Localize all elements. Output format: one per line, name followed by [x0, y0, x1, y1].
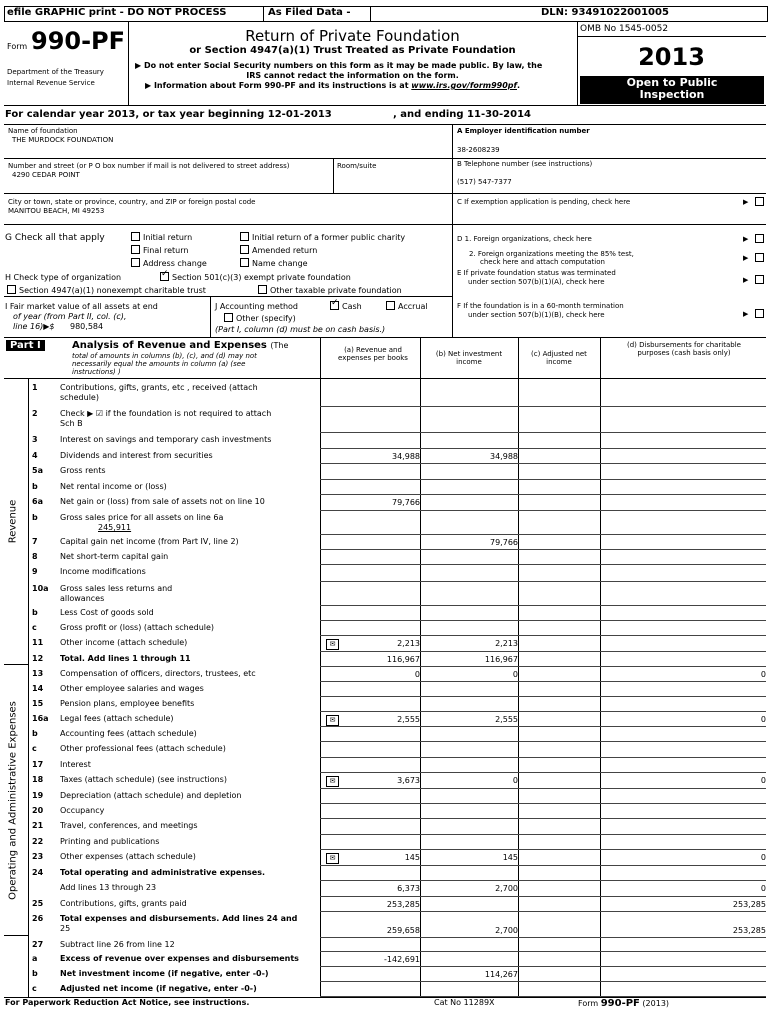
street-value: 4290 CEDAR POINT [12, 171, 80, 179]
line-number: 4 [32, 451, 38, 460]
accrual-checkbox[interactable] [386, 301, 395, 310]
instructions-link[interactable]: www.irs.gov/form990pf [411, 81, 518, 90]
line-label: Other expenses (attach schedule) [60, 852, 196, 861]
line-row [4, 773, 766, 789]
line-number: c [32, 744, 37, 753]
line-label: Add lines 13 through 23 [60, 883, 157, 892]
line-row [4, 652, 766, 667]
col-a-value: 116,967 [386, 655, 420, 664]
line-label-continued: 245,911 [98, 523, 132, 532]
initial-return-label: Initial return [143, 233, 193, 242]
side-revenue: Revenue [7, 499, 19, 544]
line-label: Gross sales less returns and [60, 584, 173, 593]
e-label-1: E If private foundation status was terminated [457, 269, 616, 277]
col-d-value: 0 [760, 776, 766, 785]
footer-cat: Cat No 11289X [434, 998, 495, 1007]
line-label: Net short-term capital gain [60, 552, 169, 561]
footer-form: Form 990-PF (2013) [578, 998, 670, 1009]
col-a-value: 253,285 [386, 900, 420, 909]
line-row [4, 850, 766, 866]
accrual-label: Accrual [398, 302, 428, 311]
col-b-value: 0 [512, 776, 518, 785]
fmv-value: 980,584 [70, 322, 104, 331]
street-label: Number and street (or P O box number if mail is not delivered to street address) [8, 162, 290, 170]
col-b-value: 0 [512, 670, 518, 679]
col-b-value: 2,700 [495, 884, 518, 893]
line-number: 14 [32, 684, 44, 693]
attachment-icon[interactable]: ✉ [326, 853, 339, 864]
line-number: 27 [32, 940, 44, 949]
line-row [4, 407, 766, 433]
h-501c3-label: Section 501(c)(3) exempt private foundation [172, 273, 351, 282]
col-d-value: 0 [760, 884, 766, 893]
line-row [4, 511, 766, 535]
d2-checkbox[interactable] [755, 253, 764, 262]
d2-label-2: check here and attach computation [480, 258, 605, 266]
line-row [4, 433, 766, 449]
line-row [4, 449, 766, 464]
line-number: 5a [32, 466, 43, 475]
form-number: 990-PF [31, 27, 126, 55]
col-d-value: 253,285 [732, 900, 766, 909]
line-label: Pension plans, employee benefits [60, 699, 195, 708]
line-label: Dividends and interest from securities [60, 451, 213, 460]
line-label: Check ▶ ☑ if the foundation is not required to attach [60, 409, 272, 418]
line-number: 15 [32, 699, 44, 708]
line-row [4, 742, 766, 758]
col-d-header: (d) Disbursements for charitable purposes (cash basis only) [627, 341, 741, 357]
line-row [4, 866, 766, 881]
f-label-1: F If the foundation is in a 60-month termination [457, 302, 624, 310]
col-b-value: 2,555 [495, 715, 518, 724]
line-number: 23 [32, 852, 44, 861]
line-label: Total. Add lines 1 through 11 [60, 654, 191, 663]
omb-number: OMB No 1545-0052 [580, 24, 669, 34]
col-d-value: 0 [760, 715, 766, 724]
line-number: 2 [32, 409, 38, 418]
line-number: b [32, 608, 38, 617]
line-row [4, 535, 766, 550]
line-number: 19 [32, 791, 44, 800]
line-row [4, 667, 766, 682]
initial-former-checkbox[interactable] [240, 232, 249, 241]
line-number: 10a [32, 584, 49, 593]
line-number: 20 [32, 806, 44, 815]
part1-desc-1: total of amounts in columns (b), (c), and (d) may not [72, 352, 257, 360]
other-method-checkbox[interactable] [224, 313, 233, 322]
line-row [4, 381, 766, 407]
line-label: Less Cost of goods sold [60, 608, 154, 617]
phone-value: (517) 547-7377 [457, 178, 512, 186]
col-a-value: 34,988 [392, 452, 420, 461]
j-note: (Part I, column (d) must be on cash basis.) [215, 325, 386, 334]
line-row [4, 835, 766, 850]
col-a-value: -142,691 [384, 955, 420, 964]
line-row [4, 495, 766, 511]
cash-label: Cash [342, 302, 362, 311]
line-number: 6a [32, 497, 43, 506]
line-label: Net gain or (loss) from sale of assets not on line 10 [60, 497, 265, 506]
line-number: c [32, 984, 37, 993]
line-label: Gross sales price for all assets on line 6a [60, 513, 224, 522]
line-row [4, 621, 766, 636]
i-line-3: line 16)▶$ [13, 322, 55, 331]
line-row [4, 682, 766, 697]
attachment-icon[interactable]: ✉ [326, 776, 339, 787]
line-label: Net rental income or (loss) [60, 482, 167, 491]
i-line-1: I Fair market value of all assets at end [5, 302, 158, 311]
phone-label: B Telephone number (see instructions) [457, 160, 593, 168]
foundation-name: THE MURDOCK FOUNDATION [12, 136, 114, 144]
h-other-label: Other taxable private foundation [270, 286, 402, 295]
col-d-value: 253,285 [732, 926, 766, 935]
part1-tag: Part I [6, 340, 45, 351]
e-checkbox[interactable] [755, 275, 764, 284]
col-d-value: 0 [760, 853, 766, 862]
line-label-continued: schedule) [60, 393, 99, 402]
c-label: C If exemption application is pending, check here [457, 198, 631, 206]
line-row [4, 897, 766, 912]
line-number: 12 [32, 654, 44, 663]
line-row [4, 606, 766, 621]
line-number: 16a [32, 714, 49, 723]
line-row [4, 881, 766, 897]
line-label: Gross profit or (loss) (attach schedule) [60, 623, 215, 632]
final-return-checkbox[interactable] [131, 245, 140, 254]
col-b-value: 2,700 [495, 926, 518, 935]
dept-line-1: Department of the Treasury [7, 68, 104, 76]
line-number: 7 [32, 537, 38, 546]
line-row [4, 819, 766, 835]
final-return-label: Final return [143, 246, 189, 255]
col-c-header: (c) Adjusted net income [531, 350, 587, 366]
line-label: Accounting fees (attach schedule) [60, 729, 197, 738]
line-row [4, 565, 766, 582]
line-number: 24 [32, 868, 44, 877]
line-number: 8 [32, 552, 38, 561]
line-label: Excess of revenue over expenses and disbursements [60, 954, 299, 963]
line-label: Other income (attach schedule) [60, 638, 188, 647]
line-label: Gross rents [60, 466, 106, 475]
line-label: Total expenses and disbursements. Add lines 24 and [60, 914, 298, 923]
filed-label: As Filed Data - [268, 7, 351, 18]
line-row [4, 938, 766, 952]
line-label: Legal fees (attach schedule) [60, 714, 174, 723]
line-label: Subtract line 26 from line 12 [60, 940, 175, 949]
col-b-value: 116,967 [484, 655, 518, 664]
name-change-checkbox[interactable] [240, 258, 249, 267]
line-label: Depreciation (attach schedule) and depletion [60, 791, 242, 800]
attachment-icon[interactable]: ✉ [326, 715, 339, 726]
line-label: Capital gain net income (from Part IV, line 2) [60, 537, 239, 546]
line-row [4, 758, 766, 773]
line-number: 9 [32, 567, 38, 576]
line-number: 13 [32, 669, 44, 678]
line-number: b [32, 513, 38, 522]
attachment-icon[interactable]: ✉ [326, 639, 339, 650]
col-a-value: 145 [404, 853, 420, 862]
d2-arrow: ▶ [743, 254, 749, 262]
line-label: Taxes (attach schedule) (see instructions) [60, 775, 227, 784]
line-row [4, 789, 766, 804]
line-label-continued: allowances [60, 594, 105, 603]
col-b-value: 114,267 [484, 970, 518, 979]
open-to-public: Open to Public Inspection [580, 76, 764, 104]
line-label: Total operating and administrative expenses. [60, 868, 265, 877]
line-label: Travel, conferences, and meetings [60, 821, 198, 830]
c-arrow: ▶ [743, 198, 749, 206]
line-number: 21 [32, 821, 44, 830]
col-a-value: 2,213 [397, 639, 420, 648]
h-label: H Check type of organization [5, 273, 122, 282]
line-row [4, 480, 766, 495]
col-b-value: 34,988 [490, 452, 518, 461]
line-label: Compensation of officers, directors, trustees, etc [60, 669, 256, 678]
line-number: b [32, 482, 38, 491]
f-checkbox[interactable] [755, 309, 764, 318]
f-arrow: ▶ [743, 310, 749, 318]
line-number: 17 [32, 760, 44, 769]
part1-title: Analysis of Revenue and Expenses (The [72, 340, 289, 351]
line-row [4, 952, 766, 967]
side-expenses: Operating and Administrative Expenses [7, 701, 19, 900]
d1-label: D 1. Foreign organizations, check here [457, 235, 592, 243]
line-row [4, 804, 766, 819]
calendar-ending: , and ending 11-30-2014 [393, 109, 531, 120]
room-label: Room/suite [337, 162, 377, 170]
form-title: Return of Private Foundation [245, 27, 460, 45]
col-a-value: 2,555 [397, 715, 420, 724]
line-row [4, 712, 766, 727]
line-label: Occupancy [60, 806, 105, 815]
h-4947-label: Section 4947(a)(1) nonexempt charitable trust [19, 286, 206, 295]
ein-label: A Employer identification number [457, 127, 590, 135]
c-checkbox[interactable] [755, 197, 764, 206]
col-a-value: 0 [414, 670, 420, 679]
ein-value: 38-2608239 [457, 146, 500, 154]
col-a-value: 3,673 [397, 776, 420, 785]
amended-return-label: Amended return [252, 246, 318, 255]
line-row [4, 982, 766, 997]
d1-checkbox[interactable] [755, 234, 764, 243]
line-number: 26 [32, 914, 44, 923]
city-value: MANITOU BEACH, MI 49253 [8, 207, 105, 215]
line-row [4, 636, 766, 652]
city-label: City or town, state or province, country, and ZIP or foreign postal code [8, 198, 256, 206]
line-number: 1 [32, 383, 38, 392]
line-row [4, 697, 766, 712]
line-label: Other employee salaries and wages [60, 684, 204, 693]
line-number: b [32, 729, 38, 738]
col-b-value: 2,213 [495, 639, 518, 648]
line-row [4, 912, 766, 938]
col-a-value: 6,373 [397, 884, 420, 893]
col-b-value: 145 [502, 853, 518, 862]
other-method-label: Other (specify) [236, 314, 296, 323]
address-change-label: Address change [143, 259, 207, 268]
line-row [4, 582, 766, 606]
dln: DLN: 93491022001005 [541, 7, 669, 18]
h-other-checkbox[interactable] [258, 285, 267, 294]
line-number: 3 [32, 435, 38, 444]
line-label-continued: 25 [60, 924, 71, 933]
line-row [4, 967, 766, 982]
line-row [4, 550, 766, 565]
col-a-value: 259,658 [386, 926, 420, 935]
d2-label-1: 2. Foreign organizations meeting the 85% test, [469, 250, 634, 258]
form-word: Form [7, 42, 28, 51]
notice-1: ▶ Do not enter Social Security numbers on this form as it may be made public. By law, the [135, 61, 543, 70]
amended-return-checkbox[interactable] [240, 245, 249, 254]
line-label: Interest on savings and temporary cash investments [60, 435, 272, 444]
line-label: Contributions, gifts, grants, etc , received (attach [60, 383, 258, 392]
col-b-value: 79,766 [490, 538, 518, 547]
e-arrow: ▶ [743, 276, 749, 284]
initial-return-checkbox[interactable] [131, 232, 140, 241]
col-a-value: 79,766 [392, 498, 420, 507]
form-subtitle: or Section 4947(a)(1) Trust Treated as Private Foundation [189, 45, 516, 56]
line-number: b [32, 969, 38, 978]
col-a-header: (a) Revenue and expenses per books [338, 346, 408, 362]
line-label: Interest [60, 760, 91, 769]
line-label: Contributions, gifts, grants paid [60, 899, 187, 908]
col-b-header: (b) Net investment income [435, 350, 503, 366]
line-label: Income modifications [60, 567, 146, 576]
dept-line-2: Internal Revenue Service [7, 79, 95, 87]
efile-label: efile GRAPHIC print - DO NOT PROCESS [7, 7, 227, 18]
line-number: 18 [32, 775, 44, 784]
h-4947-checkbox[interactable] [7, 285, 16, 294]
footer-paperwork: For Paperwork Reduction Act Notice, see instructions. [5, 998, 250, 1007]
line-number: 25 [32, 899, 44, 908]
h-501c3-checkbox[interactable] [160, 272, 169, 281]
d1-arrow: ▶ [743, 235, 749, 243]
g-label: G Check all that apply [5, 233, 105, 243]
line-label: Adjusted net income (if negative, enter -0-) [60, 984, 257, 993]
initial-former-label: Initial return of a former public charity [252, 233, 406, 242]
col-d-value: 0 [760, 670, 766, 679]
line-label: Printing and publications [60, 837, 160, 846]
line-number: 11 [32, 638, 44, 647]
line-label-continued: Sch B [60, 419, 83, 428]
line-number: a [32, 954, 38, 963]
tax-year: 2013 [638, 43, 705, 71]
j-label: J Accounting method [215, 302, 299, 311]
notice-2: IRS cannot redact the information on the form. [246, 71, 459, 80]
line-label: Net investment income (if negative, enter -0-) [60, 969, 269, 978]
line-number: 22 [32, 837, 44, 846]
part1-desc-3: instructions) ) [72, 368, 121, 376]
line-row [4, 464, 766, 480]
notice-3: ▶ Information about Form 990-PF and its instructions is at www.irs.gov/form990pf. [145, 81, 521, 90]
e-label-2: under section 507(b)(1)(A), check here [468, 278, 605, 286]
name-change-label: Name change [252, 259, 308, 268]
part1-desc-2: necessarily equal the amounts in column (a) (see [72, 360, 246, 368]
f-label-2: under section 507(b)(1)(B), check here [468, 311, 605, 319]
name-label: Name of foundation [8, 127, 78, 135]
line-label: Other professional fees (attach schedule) [60, 744, 226, 753]
line-row [4, 727, 766, 742]
cash-checkbox[interactable] [330, 301, 339, 310]
i-line-2: of year (from Part II, col. (c), [13, 312, 127, 321]
address-change-checkbox[interactable] [131, 258, 140, 267]
line-number: c [32, 623, 37, 632]
calendar-year: For calendar year 2013, or tax year beginning 12-01-2013 [5, 109, 332, 120]
